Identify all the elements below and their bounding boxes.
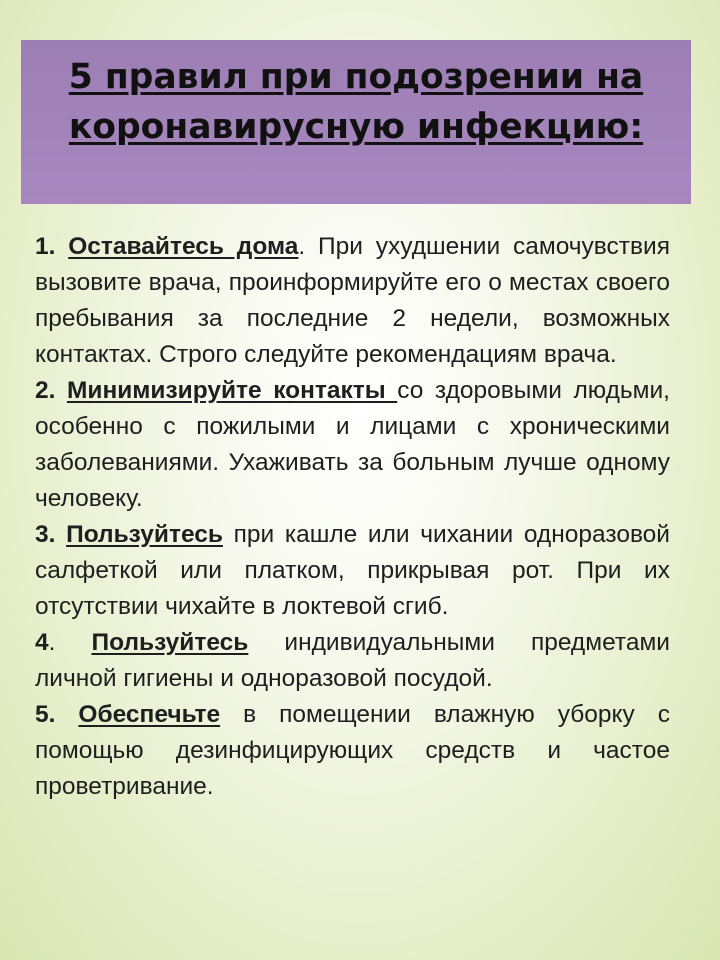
rule-number: 2.: [35, 377, 56, 404]
rule-number: 1.: [35, 233, 56, 260]
rule-text: со здоровыми людьми, особенно с пожилыми и лицами с хроническими заболеваниями. Ухаживать за больным лучше одному человеку.: [35, 377, 670, 512]
rule-5: [35, 697, 670, 805]
rule-action: Минимизируйте контакты: [66, 377, 398, 404]
rule-4: [35, 625, 670, 697]
rule-number: 5.: [35, 701, 56, 728]
title-banner: [21, 40, 691, 204]
page-title: [21, 40, 691, 152]
rules-list: [35, 229, 670, 805]
rule-1: [35, 229, 670, 373]
rule-action: Пользуйтесь: [66, 521, 223, 548]
rule-text: индивидуальными предметами личной гигиены и одноразовой посудой.: [35, 629, 670, 692]
rule-action: Пользуйтесь: [91, 629, 249, 656]
rule-2: [35, 373, 670, 517]
rule-text: в помещении влажную уборку с помощью дезинфицирующих средств и частое проветривание.: [35, 701, 671, 800]
rule-number: 4: [35, 629, 49, 656]
rule-action: Оставайтесь дома: [68, 233, 299, 260]
rule-number: 3.: [35, 521, 56, 548]
title-line-2: коронавирусную инфекцию:: [68, 107, 644, 147]
rule-text: . При ухудшении самочувствия вызовите врача, проинформируйте его о местах своего пребывания за последние 2 недели, возможных контактах. Строго следуйте рекомендациям врача.: [35, 233, 670, 368]
rule-action: Обеспечьте: [78, 701, 221, 728]
rule-text: при кашле или чихании одноразовой салфеткой или платком, прикрывая рот. При их отсутствии чихайте в локтевой сгиб.: [35, 521, 670, 620]
title-line-1: 5 правил при подозрении на: [68, 57, 644, 97]
rule-3: [35, 517, 670, 625]
rule-separator: .: [48, 629, 92, 656]
